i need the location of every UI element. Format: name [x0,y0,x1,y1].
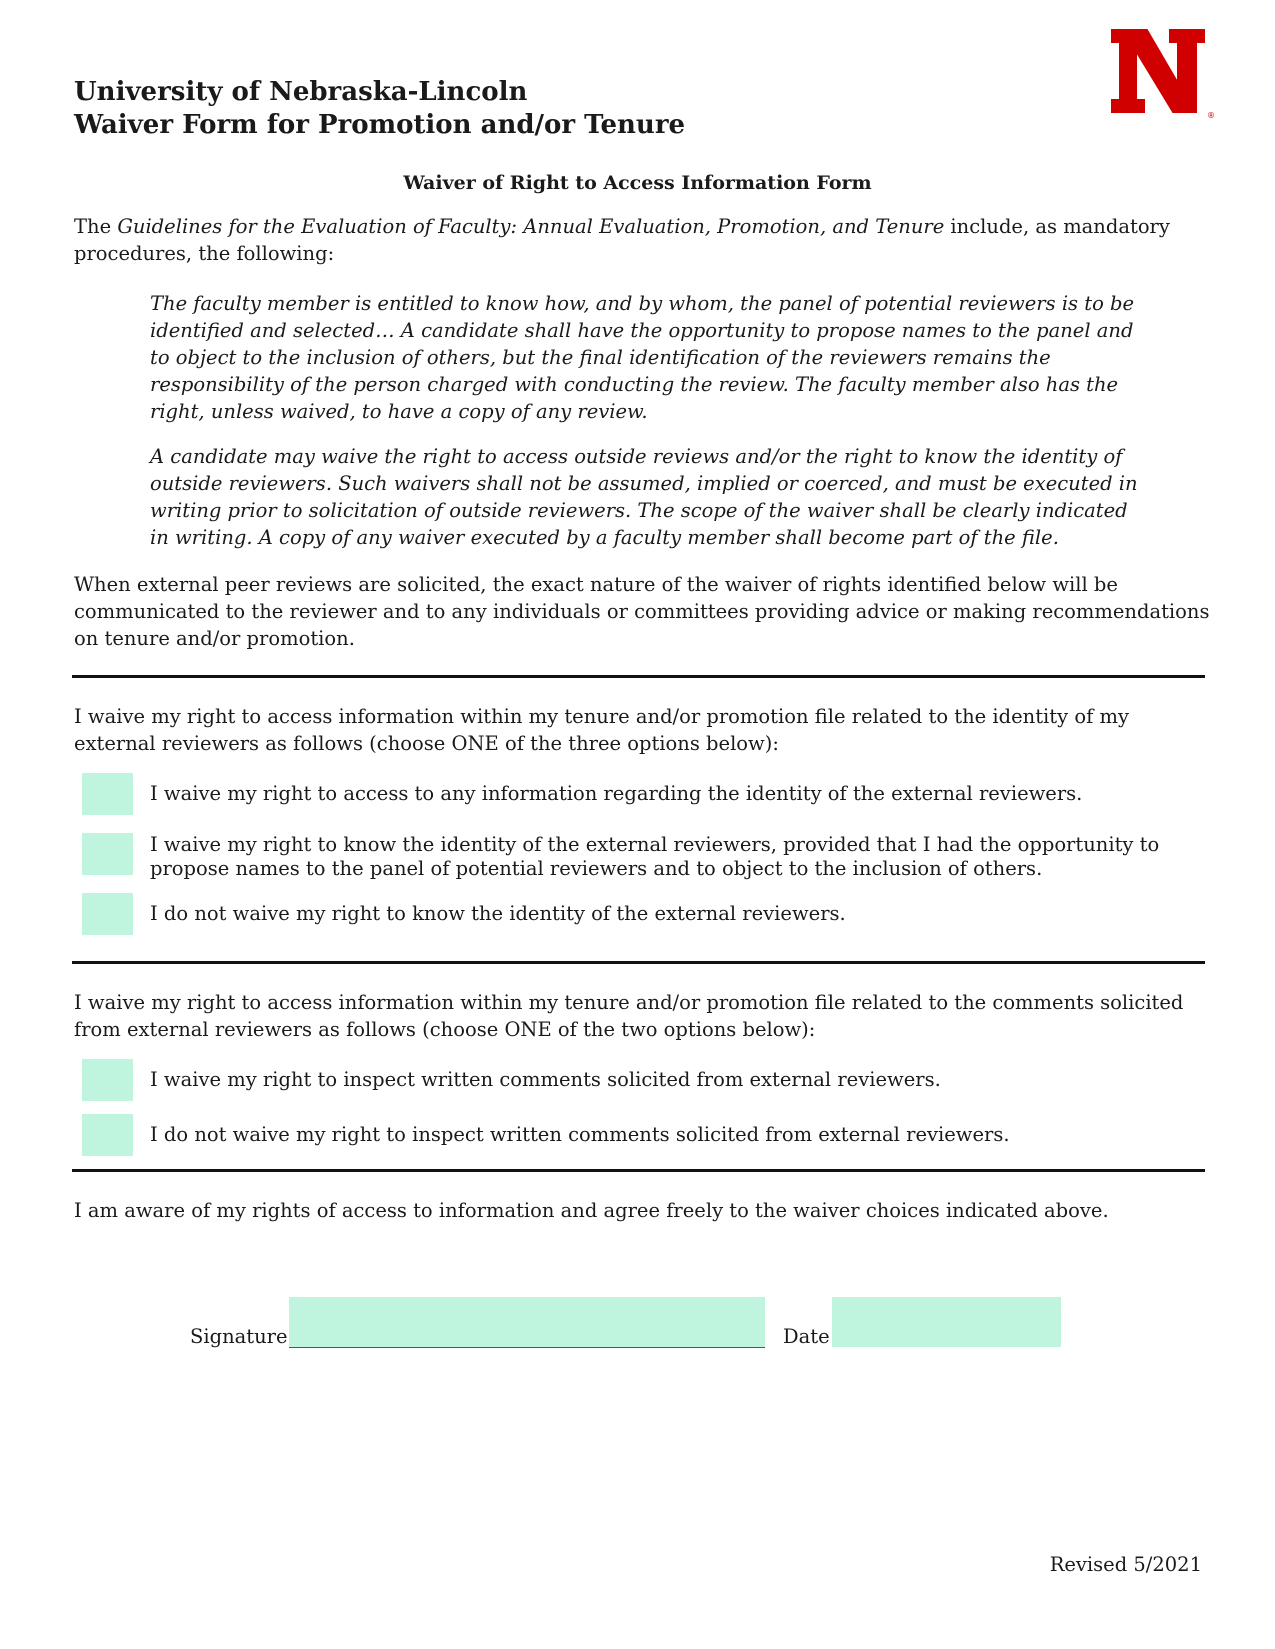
identity-waiver-prompt: I waive my right to access information within my tenure and/or promotion file related to the identity of my external reviewers as follows (choose ONE of the three options below): [74,705,1129,755]
comments-option-2-checkbox[interactable] [82,1114,133,1156]
intro-paragraph [74,213,1210,267]
identity-option-3-label: I do not waive my right to know the identity of the external reviewers. [150,902,846,925]
comments-waiver-prompt: I waive my right to access information within my tenure and/or promotion file related to the comments solicited from external reviewers as follows (choose ONE of the two options below): [74,991,1184,1041]
section-divider [72,1169,1205,1172]
identity-option-2-label: I waive my right to know the identity of the external reviewers, provided that I had the opportunity to propose names to the panel of potential reviewers and to object to the inclusion of others. [150,833,1160,880]
form-title: Waiver of Right to Access Information Form [403,172,872,194]
date-label: Date [783,1325,830,1348]
revision-note: Revised 5/2021 [1049,1553,1202,1576]
section-divider [72,675,1205,678]
identity-option-2-checkbox[interactable] [82,833,133,875]
registered-mark: ® [1207,111,1215,120]
comments-option-1-checkbox[interactable] [82,1059,133,1101]
university-name: University of Nebraska-Lincoln [74,77,528,107]
comments-option-2-label: I do not waive my right to inspect written comments solicited from external reviewers. [150,1123,1010,1146]
intro-prefix: The [74,215,118,238]
agreement-statement: I am aware of my rights of access to information and agree freely to the waiver choices indicated above. [74,1199,1109,1222]
form-name: Waiver Form for Promotion and/or Tenure [74,110,686,140]
quote-waiver-rules: A candidate may waive the right to access outside reviews and/or the right to know the identity of outside reviewers. Such waivers shall not be assumed, implied or coerced, and must be executed in writing prior to solicitation of outside reviewers. The scope of the waiver shall be clearly indicated in writing. A copy of any waiver executed by a faculty member shall become part of the file. [150,445,1138,549]
document-header [74,76,685,142]
identity-option-1-checkbox[interactable] [82,773,133,815]
identity-option-1-label: I waive my right to access to any information regarding the identity of the external reviewers. [150,782,1083,805]
date-field[interactable] [832,1297,1061,1347]
external-review-note: When external peer reviews are solicited, the exact nature of the waiver of rights identified below will be communicated to the reviewer and to any individuals or committees providing advice or making recommendations on tenure and/or promotion. [74,573,1210,650]
quote-reviewer-panel: The faculty member is entitled to know how, and by whom, the panel of potential reviewers is to be identified and selected… A candidate shall have the opportunity to propose names to the panel and to object to the inclusion of others, but the final identification of the reviewers remains the responsibility of the person charged with conducting the review. The faculty member also has the right, unless waived, to have a copy of any review. [150,292,1135,423]
identity-option-3-checkbox[interactable] [82,893,133,935]
section-divider [72,961,1205,964]
intro-suffix: include, as mandatory procedures, the following: [74,215,1170,265]
signature-underline [289,1347,765,1348]
nebraska-n-logo [1108,26,1215,126]
signature-label: Signature [190,1325,288,1348]
comments-option-1-label: I waive my right to inspect written comments solicited from external reviewers. [150,1068,941,1091]
guidelines-title: Guidelines for the Evaluation of Faculty: Annual Evaluation, Promotion, and Tenure [117,215,945,238]
signature-field[interactable] [289,1297,765,1347]
